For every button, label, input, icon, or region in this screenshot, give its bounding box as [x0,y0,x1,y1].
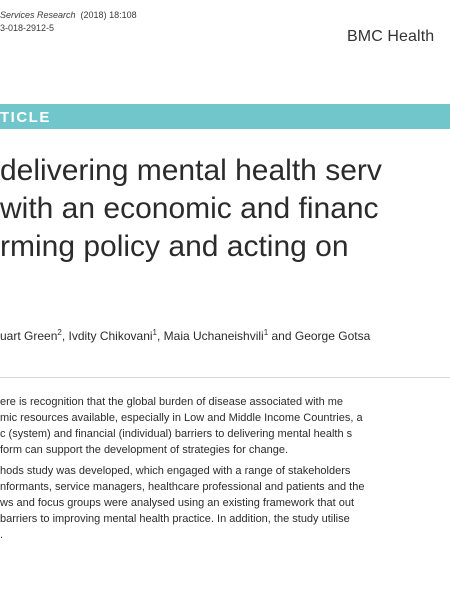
article-title-line-1: delivering mental health serv [0,154,382,187]
abstract-line: hods study was developed, which engaged with a range of stakeholders [0,465,351,477]
article-type-label: TICLE [0,109,51,126]
author-name[interactable]: Ivdity Chikovani [68,329,153,343]
author-name[interactable]: George Gotsa [294,329,371,343]
journal-name: Services Research [0,10,76,20]
author-separator: , [61,329,69,343]
abstract-line: ws and focus groups were analysed using an existing framework that out [0,497,355,509]
volume-issue: (2018) 18:108 [80,10,137,20]
abstract-line: barriers to improving mental health practice. In addition, the study utilise [0,513,350,525]
abstract-line: nformants, service managers, healthcare professional and patients and the [0,481,365,493]
journal-brand-logo: BMC Health [347,28,435,45]
abstract-line: mic resources available, especially in Low and Middle Income Countries, a [0,412,363,424]
article-title-line-3: rming policy and acting on [0,230,349,263]
abstract-line: form can support the development of strategies for change. [0,444,288,456]
abstract-line: ere is recognition that the global burden of disease associated with me [0,396,344,408]
abstract-line: . [0,529,4,541]
section-divider [0,377,450,378]
author-separator: , [157,329,164,343]
author-separator: and [268,329,295,343]
author-affiliation-marker: 1 [152,328,157,337]
article-title-line-2: with an economic and financ [0,192,379,225]
doi-fragment: 3-018-2912-5 [0,23,55,33]
abstract-line: c (system) and financial (individual) barriers to delivering mental health s [0,428,353,440]
author-affiliation-marker: 2 [57,328,62,337]
author-name[interactable]: Maia Uchaneishvili [163,329,264,343]
author-list [0,329,370,343]
author-affiliation-marker: 1 [263,328,269,337]
journal-citation [0,10,137,21]
article-type-band [0,104,450,129]
author-name[interactable]: uart Green [0,329,58,343]
